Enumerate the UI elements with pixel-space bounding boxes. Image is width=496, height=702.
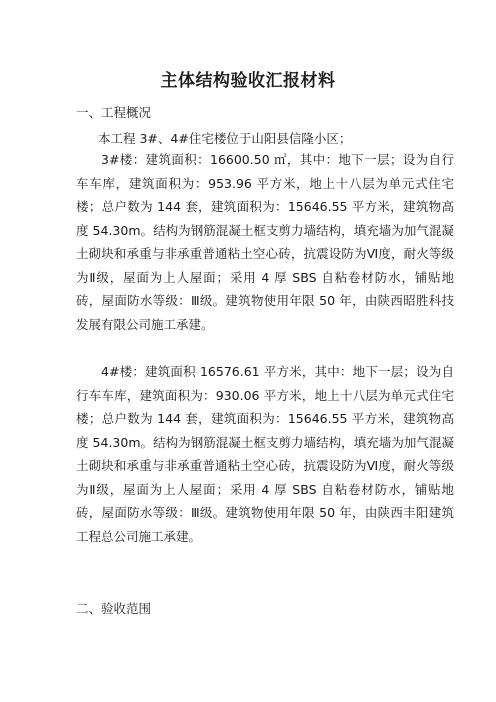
- section-heading-scope: 二、验收范围: [76, 601, 152, 616]
- building-4-paragraph: 4#楼：建筑面积 16576.61 平方米，其中：地下一层；设为自行车车库，建筑面积为：930.06 平方米，地上十八层为单元式住宅楼；总户数为 144 套，建筑面积为：15646.55 平方米，建筑物高度 54.30m。结构为钢筋混凝土框支剪力墙结构，填充墙为加气混凝土砌块和承重与非承重普通粘土空心砖，抗震设防为Ⅵ度，耐火等级为Ⅱ级，屋面为上人屋面；采用 4 厚 SBS 自粘卷材防水，铺贴地砖，屋面防水等级：Ⅲ级。建筑物使用年限 50 年，由陕西丰阳建筑工程总公司施工承建。: [76, 364, 454, 544]
- section-heading-overview: 一、工程概况: [76, 105, 152, 120]
- intro-paragraph: 本工程 3#、4#住宅楼位于山阳县信隆小区；: [98, 131, 352, 146]
- building-3-paragraph: 3#楼：建筑面积：16600.50 ㎡，其中：地下一层；设为自行车车库，建筑面积为：953.96 平方米，地上十八层为单元式住宅楼；总户数为 144 套，建筑面积为：15646.55 平方米，建筑物高度 54.30m。结构为钢筋混凝土框支剪力墙结构，填充墙为加气混凝土砌块和承重与非承重普通粘土空心砖，抗震设防为Ⅵ度，耐火等级为Ⅱ级，屋面为上人屋面；采用 4 厚 SBS 自粘卷材防水，铺贴地砖，屋面防水等级：Ⅲ级。建筑物使用年限 50 年，由陕西昭胜科技发展有限公司施工承建。: [76, 152, 454, 332]
- document-title: 主体结构验收汇报材料: [160, 71, 336, 91]
